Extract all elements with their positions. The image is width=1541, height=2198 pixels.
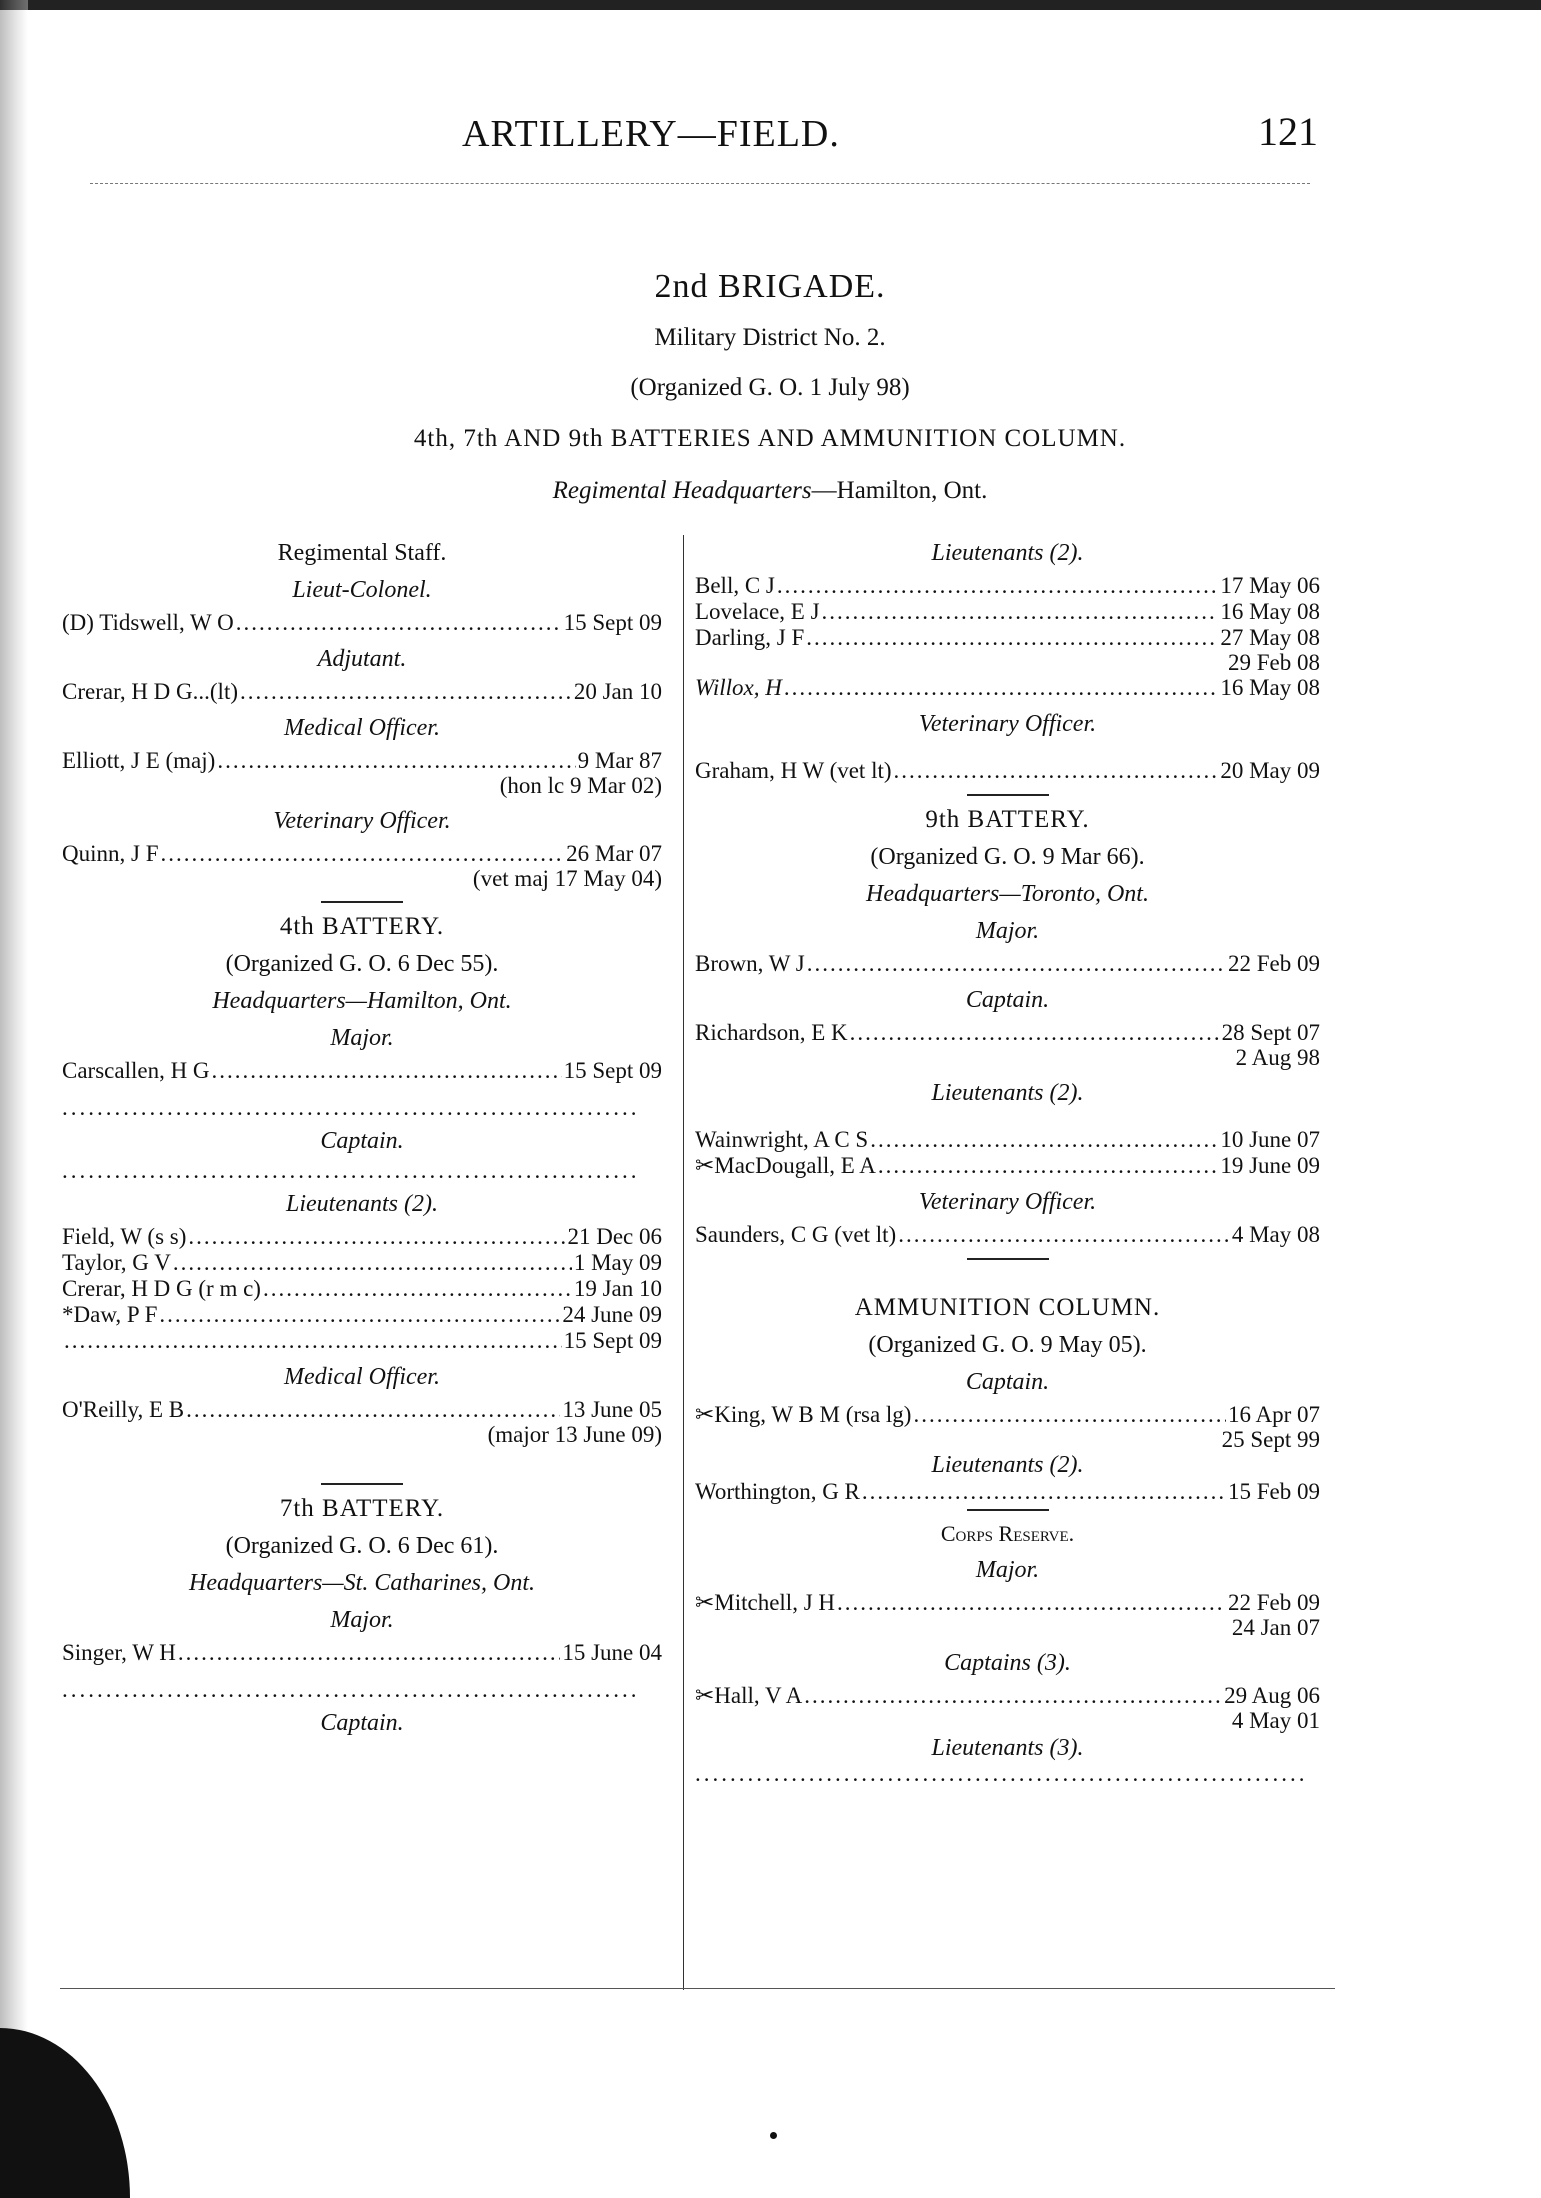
entry-row	[62, 610, 662, 636]
entry-date: 26 Mar 07	[566, 841, 662, 866]
spacer	[695, 1270, 1320, 1284]
leader-dots	[898, 1222, 1230, 1248]
leader-dots	[188, 1224, 565, 1250]
leader-dots	[878, 1153, 1218, 1179]
rhq-place: —Hamilton, Ont.	[811, 477, 988, 504]
entry-name: Willox, H	[695, 675, 782, 700]
right-column	[695, 530, 1320, 1784]
entry-name: Elliott, J E (maj)	[62, 748, 216, 773]
entry-name: Wainwright, A C S	[695, 1127, 869, 1152]
vet-heading: Veterinary Officer.	[273, 808, 451, 834]
entry-name: Quinn, J F	[62, 841, 159, 866]
corps-reserve-lts-heading: Lieutenants (3).	[931, 1735, 1084, 1761]
entry-date: 19 June 09	[1220, 1153, 1320, 1178]
battery-9-major-heading: Major.	[975, 918, 1040, 944]
entry-row	[695, 1590, 1320, 1616]
spacer	[695, 1113, 1320, 1127]
spacer	[695, 744, 1320, 758]
battery-4-heading: 4th BATTERY.	[279, 913, 445, 940]
entry-name: Lovelace, E J	[695, 599, 820, 624]
ammunition-column-heading: AMMUNITION COLUMN.	[854, 1294, 1161, 1321]
book-spine-shadow	[0, 0, 28, 2198]
entry-name: Crerar, H D G...(lt)	[62, 679, 238, 704]
leader-dots	[806, 625, 1218, 651]
page-corner-shadow	[0, 2028, 130, 2198]
entry-name: Field, W (s s)	[62, 1224, 187, 1249]
entry-sub: 29 Feb 08	[1228, 650, 1320, 675]
lt-col-heading: Lieut-Colonel.	[292, 577, 432, 603]
entry-date: 22 Feb 09	[1228, 951, 1320, 976]
organized-line: (Organized G. O. 1 July 98)	[630, 374, 910, 401]
entry-date: 4 May 08	[1231, 1222, 1320, 1247]
vacant-dots: ..................................................................	[62, 1680, 640, 1700]
entry-row	[62, 1328, 662, 1354]
running-head: ARTILLERY—FIELD.	[462, 113, 840, 155]
leader-dots	[913, 1402, 1226, 1428]
battery-9-lts-heading: Lieutenants (2).	[931, 1080, 1084, 1106]
entry-sub: 25 Sept 99	[1221, 1427, 1320, 1452]
entry-name: ✂MacDougall, E A	[695, 1153, 876, 1178]
entry-row	[695, 1020, 1320, 1046]
section-rule	[321, 1483, 403, 1485]
entry-sub: (hon lc 9 Mar 02)	[499, 773, 662, 798]
leader-dots	[784, 675, 1218, 701]
section-rule	[967, 1258, 1049, 1260]
adjutant-heading: Adjutant.	[317, 646, 407, 672]
rhq-label: Regimental Headquarters	[552, 477, 812, 504]
leader-dots	[64, 1328, 562, 1354]
battery-4-lts-heading: Lieutenants (2).	[286, 1191, 438, 1217]
corps-reserve-captains-heading: Captains (3).	[944, 1650, 1071, 1676]
left-column	[62, 530, 662, 1743]
battery-4-medical-heading: Medical Officer.	[284, 1364, 440, 1390]
vacant-dots: ..................................................................	[62, 1161, 640, 1181]
entry-name: Bell, C J	[695, 573, 775, 598]
entry-row	[695, 1683, 1320, 1709]
entry-date: 16 Apr 07	[1228, 1402, 1320, 1427]
leader-dots	[178, 1640, 560, 1666]
battery-7-lts-heading: Lieutenants (2).	[931, 540, 1084, 566]
entry-row	[695, 1153, 1320, 1179]
entry-name: Worthington, G R	[695, 1479, 860, 1504]
entry-date: 17 May 06	[1220, 573, 1320, 598]
leader-dots	[807, 951, 1226, 977]
section-rule	[321, 901, 403, 903]
entry-date: 15 June 04	[562, 1640, 662, 1665]
district-line: Military District No. 2.	[654, 324, 886, 351]
entry-row	[62, 841, 662, 867]
battery-7-captain-heading: Captain.	[320, 1710, 404, 1736]
entry-row	[62, 748, 662, 774]
batteries-heading: 4th, 7th AND 9th BATTERIES AND AMMUNITION COLUMN.	[413, 425, 1127, 452]
entry-date: 27 May 08	[1220, 625, 1320, 650]
entry-row	[62, 1302, 662, 1328]
entry-date: 13 June 05	[562, 1397, 662, 1422]
entry-name: ✂Mitchell, J H	[695, 1590, 836, 1615]
entry-sub: (vet maj 17 May 04)	[472, 866, 662, 891]
battery-9-heading: 9th BATTERY.	[925, 806, 1090, 833]
footer-rule	[60, 1988, 1335, 1989]
entry-date: 15 Sept 09	[563, 610, 662, 635]
entry-date: 24 June 09	[562, 1302, 662, 1327]
entry-name: Richardson, E K	[695, 1020, 848, 1045]
leader-dots	[212, 1058, 562, 1084]
battery-7-vet-heading: Veterinary Officer.	[918, 711, 1097, 737]
battery-4-hq: Headquarters—Hamilton, Ont.	[212, 988, 512, 1014]
spacer	[62, 1084, 662, 1098]
leader-dots	[777, 573, 1218, 599]
entry-row	[62, 1397, 662, 1423]
battery-7-heading: 7th BATTERY.	[279, 1495, 445, 1522]
leader-dots	[263, 1276, 572, 1302]
staff-heading: Regimental Staff.	[277, 540, 447, 566]
entry-row	[62, 1276, 662, 1302]
entry-name: ✂Hall, V A	[695, 1683, 803, 1708]
entry-row	[695, 1127, 1320, 1153]
entry-date: 15 Feb 09	[1228, 1479, 1320, 1504]
section-rule	[967, 794, 1049, 796]
entry-row	[62, 679, 662, 705]
entry-name: Taylor, G V	[62, 1250, 171, 1275]
leader-dots	[159, 1302, 560, 1328]
ammunition-column-captain-heading: Captain.	[965, 1369, 1050, 1395]
battery-9-organized: (Organized G. O. 9 Mar 66).	[870, 844, 1145, 870]
leader-dots	[186, 1397, 560, 1423]
entry-date: 20 May 09	[1220, 758, 1320, 783]
entry-row	[695, 573, 1320, 599]
header-rule	[90, 183, 1310, 184]
corps-reserve-major-heading: Major.	[975, 1557, 1040, 1583]
section-rule	[967, 1509, 1049, 1511]
entry-name: Singer, W H	[62, 1640, 176, 1665]
entry-name: ✂King, W B M (rsa lg)	[695, 1402, 912, 1427]
battery-7-major-heading: Major.	[330, 1607, 394, 1633]
entry-date: 15 Sept 09	[563, 1328, 662, 1353]
vacant-dots: ..................................................................	[62, 1098, 640, 1118]
regimental-hq	[300, 477, 1240, 505]
entry-sub: 4 May 01	[1231, 1708, 1320, 1733]
entry-name: *Daw, P F	[62, 1302, 158, 1327]
entry-row	[695, 625, 1320, 651]
entry-date: 9 Mar 87	[577, 748, 662, 773]
entry-row	[695, 1479, 1320, 1505]
battery-9-captain-heading: Captain.	[965, 987, 1050, 1013]
leader-dots	[161, 841, 565, 867]
vacant-dots: ......................................................................	[695, 1764, 1308, 1784]
ammunition-column-lts-heading: Lieutenants (2).	[931, 1452, 1084, 1478]
leader-dots	[870, 1127, 1218, 1153]
entry-date: 20 Jan 10	[573, 679, 662, 704]
entry-date: 16 May 08	[1220, 675, 1320, 700]
entry-name: Graham, H W (vet lt)	[695, 758, 892, 783]
leader-dots	[822, 599, 1219, 625]
entry-row	[695, 1222, 1320, 1248]
entry-date: 16 May 08	[1220, 599, 1320, 624]
entry-sub: 2 Aug 98	[1235, 1045, 1320, 1070]
leader-dots	[862, 1479, 1226, 1505]
battery-9-vet-heading: Veterinary Officer.	[918, 1189, 1097, 1215]
column-divider	[683, 535, 684, 1990]
entry-name: Saunders, C G (vet lt)	[695, 1222, 897, 1247]
entry-row	[62, 1250, 662, 1276]
entry-name: Darling, J F	[695, 625, 805, 650]
leader-dots	[217, 748, 575, 774]
entry-row	[62, 1224, 662, 1250]
entry-row	[695, 675, 1320, 701]
spacer	[62, 1447, 662, 1473]
entry-date: 22 Feb 09	[1228, 1590, 1320, 1615]
entry-row	[695, 951, 1320, 977]
entry-name: O'Reilly, E B	[62, 1397, 185, 1422]
entry-sub: (major 13 June 09)	[487, 1422, 662, 1447]
battery-4-organized: (Organized G. O. 6 Dec 55).	[225, 951, 499, 977]
battery-9-hq: Headquarters—Toronto, Ont.	[866, 881, 1149, 907]
spacer	[62, 1666, 662, 1680]
entry-name: Crerar, H D G (r m c)	[62, 1276, 261, 1301]
entry-date: 15 Sept 09	[563, 1058, 662, 1083]
entry-date: 29 Aug 06	[1224, 1683, 1320, 1708]
battery-4-captain-heading: Captain.	[320, 1128, 404, 1154]
entry-row	[695, 1402, 1320, 1428]
entry-date: 19 Jan 10	[573, 1276, 662, 1301]
entry-name: (D) Tidswell, W O	[62, 610, 234, 635]
page-number: 121	[1258, 109, 1318, 154]
entry-row	[695, 758, 1320, 784]
entry-date: 21 Dec 06	[567, 1224, 662, 1249]
entry-row	[695, 599, 1320, 625]
entry-row	[62, 1640, 662, 1666]
battery-7-hq: Headquarters—St. Catharines, Ont.	[188, 1570, 535, 1596]
leader-dots	[236, 610, 562, 636]
leader-dots	[837, 1590, 1226, 1616]
page-top-edge	[0, 0, 1541, 10]
entry-row	[62, 1058, 662, 1084]
leader-dots	[804, 1683, 1222, 1709]
entry-date: 10 June 07	[1220, 1127, 1320, 1152]
battery-7-organized: (Organized G. O. 6 Dec 61).	[225, 1533, 499, 1559]
medical-heading: Medical Officer.	[284, 715, 440, 741]
entry-name: Carscallen, H G	[62, 1058, 210, 1083]
ammunition-column-organized: (Organized G. O. 9 May 05).	[868, 1332, 1147, 1358]
leader-dots	[240, 679, 572, 705]
corps-reserve-heading: Corps Reserve.	[940, 1521, 1075, 1546]
battery-4-major-heading: Major.	[330, 1025, 394, 1051]
entry-date: 1 May 09	[573, 1250, 662, 1275]
ink-speck	[770, 2132, 777, 2139]
leader-dots	[894, 758, 1219, 784]
brigade-title: 2nd BRIGADE.	[654, 268, 886, 305]
entry-date: 28 Sept 07	[1221, 1020, 1320, 1045]
leader-dots	[850, 1020, 1220, 1046]
entry-sub: 24 Jan 07	[1231, 1615, 1320, 1640]
entry-name: Brown, W J	[695, 951, 805, 976]
leader-dots	[173, 1250, 572, 1276]
